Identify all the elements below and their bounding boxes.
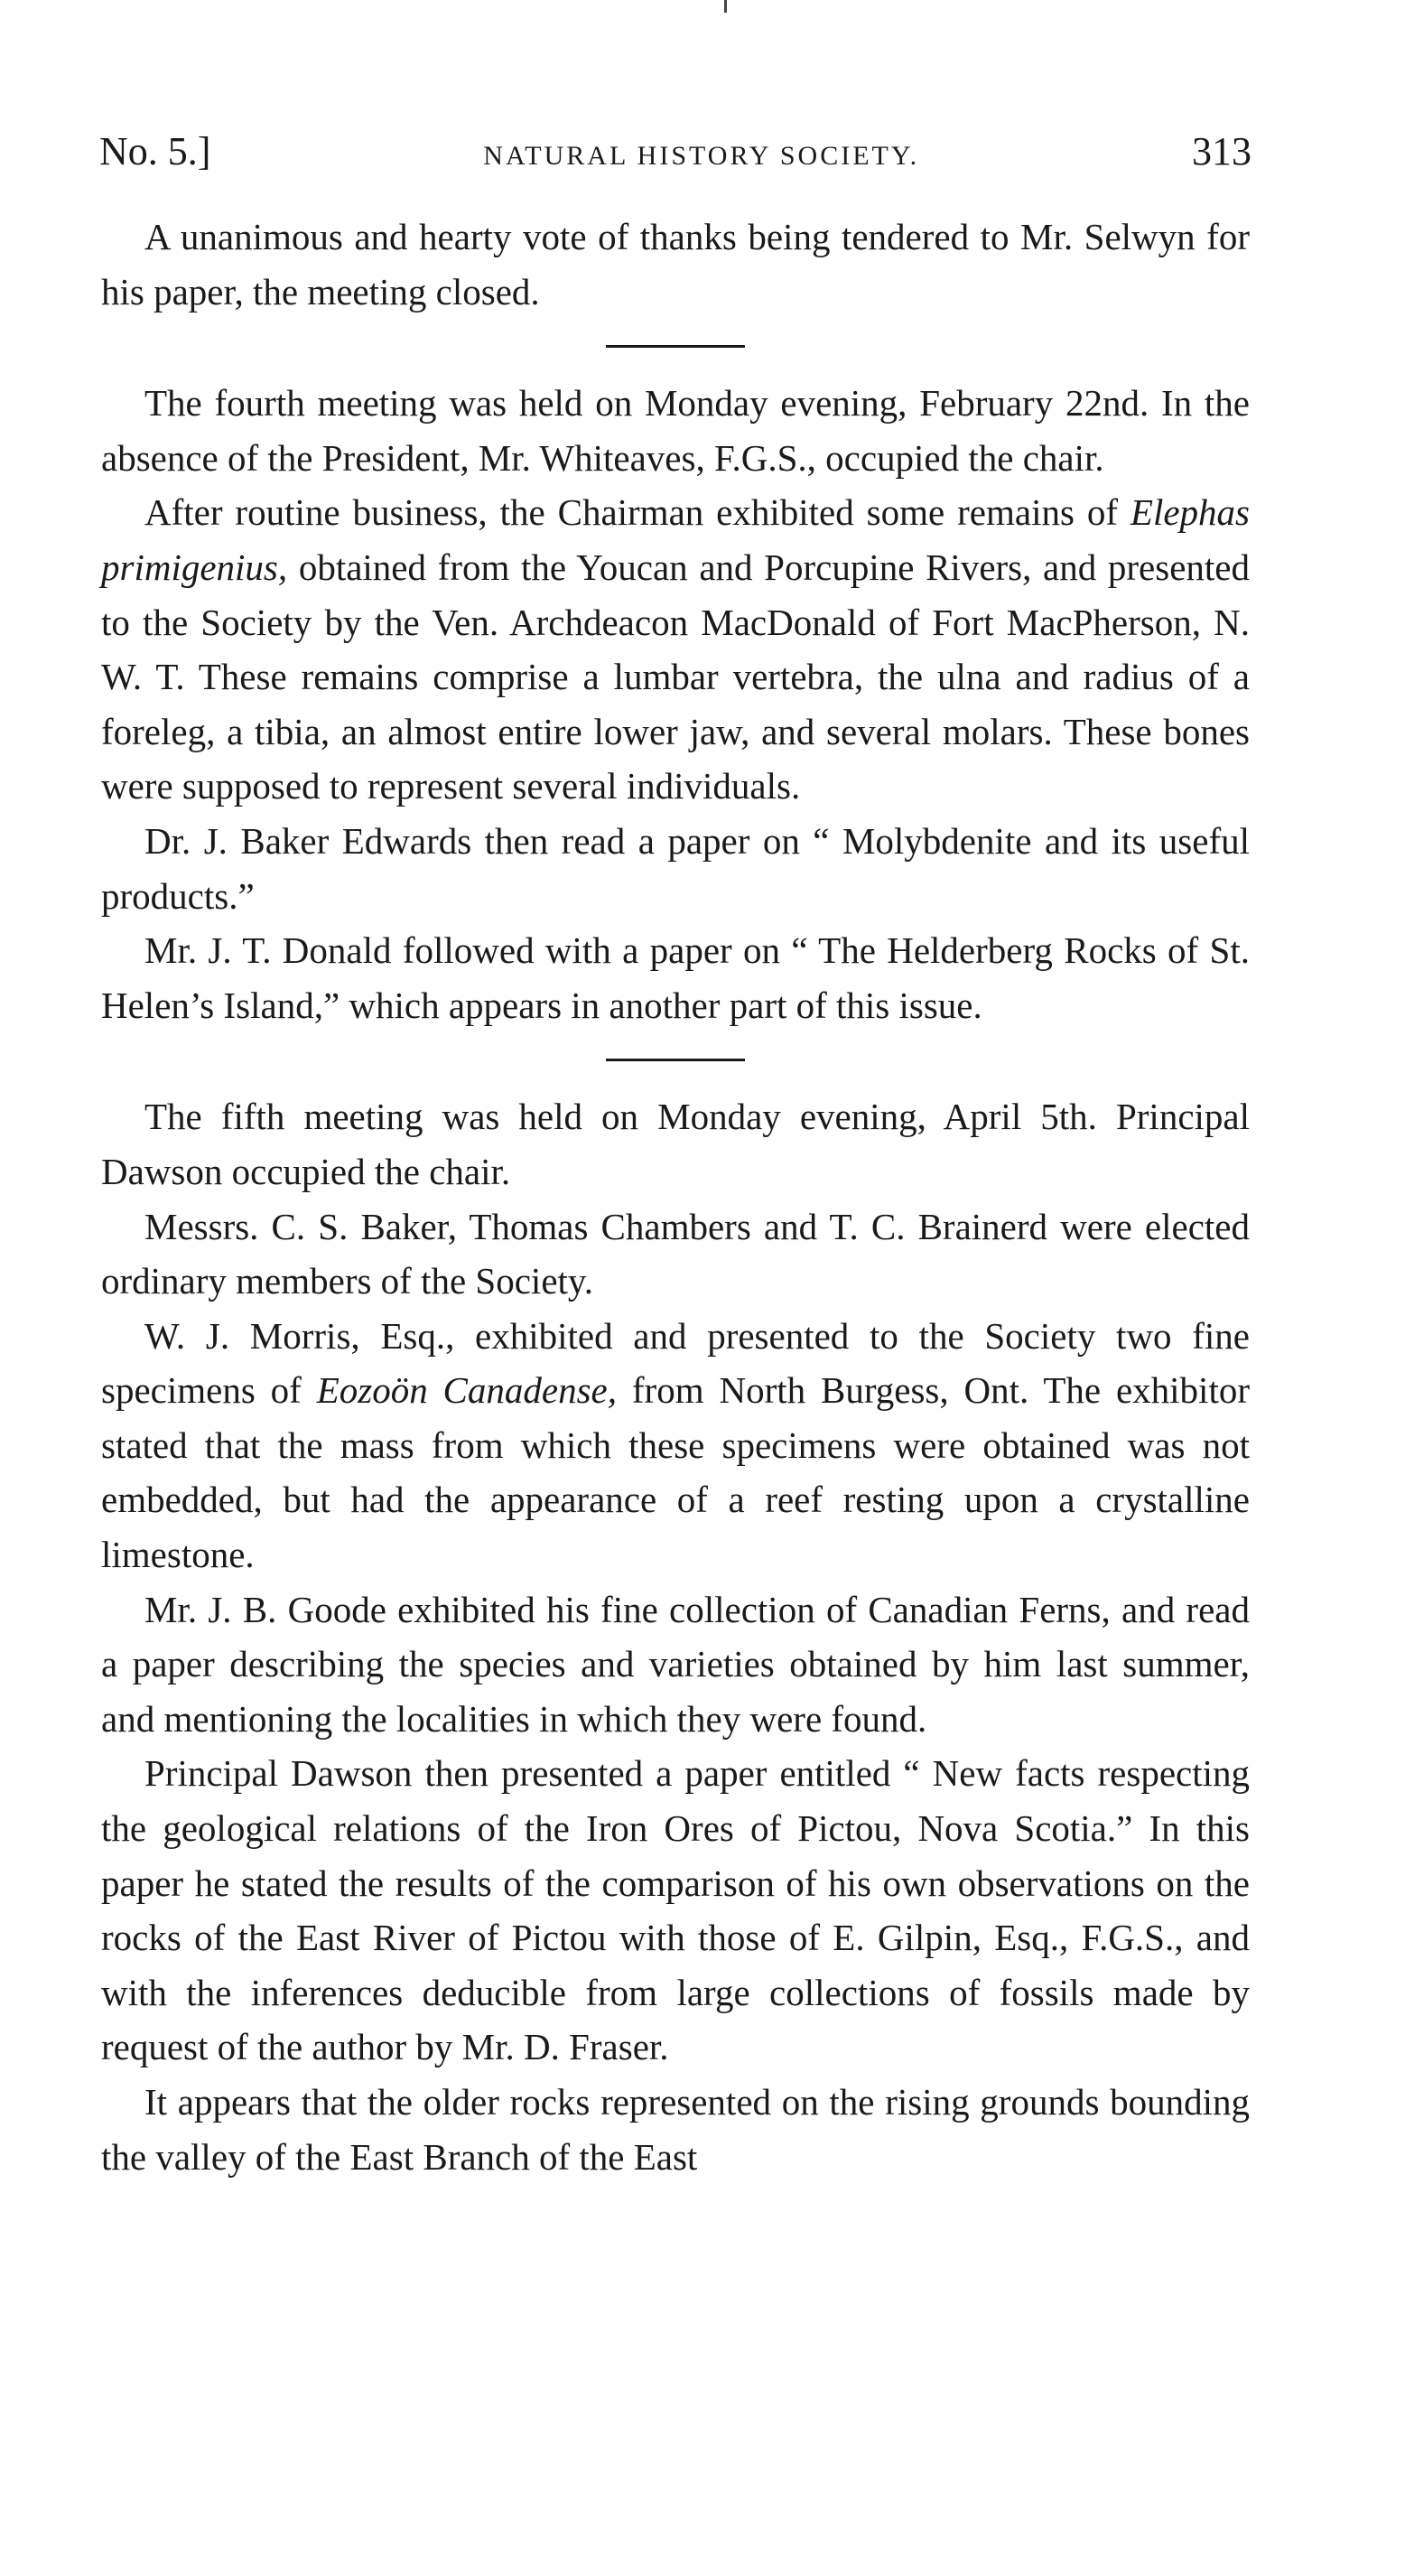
section-divider: [606, 345, 745, 348]
paragraph: [101, 210, 1250, 319]
paragraph: [101, 1089, 1250, 1199]
italic-species-name: Eozoön Canadense,: [316, 1369, 618, 1412]
paragraph: [101, 1582, 1250, 1747]
paragraph-text: After routine business, the Chairman exhibited some remains of: [144, 491, 1131, 534]
paragraph: [101, 1746, 1250, 2075]
italic-species-name: Elephas primigenius,: [101, 491, 1250, 588]
body-text: [101, 210, 1250, 2184]
paragraph-text: Mr. J. B. Goode exhibited his fine collection of Canadian Ferns, and read a paper describing the species and varieties obtained by him last summer, and mentioning the localities in which they were found.: [101, 1588, 1250, 1740]
paragraph: [101, 1199, 1250, 1309]
paragraph-text: The fifth meeting was held on Monday evening, April 5th. Principal Dawson occupied the chair.: [101, 1096, 1250, 1192]
paragraph-text: Messrs. C. S. Baker, Thomas Chambers and T. C. Brainerd were elected ordinary members of the Society.: [101, 1205, 1250, 1302]
paragraph-text: W. J. Morris, Esq., exhibited and presented to the Society two fine specimens of: [101, 1314, 1250, 1412]
paragraph: [101, 2075, 1250, 2184]
paragraph-text: A unanimous and hearty vote of thanks being tendered to Mr. Selwyn for his paper, the meeting closed.: [101, 216, 1250, 313]
paragraph-text: The fourth meeting was held on Monday evening, February 22nd. In the absence of the President, Mr. Whiteaves, F.G.S., occupied the chair.: [101, 382, 1250, 479]
paragraph: [101, 923, 1250, 1032]
section-divider: [606, 1059, 745, 1061]
scan-mark: [724, 0, 727, 13]
paragraph: [101, 485, 1250, 814]
paragraph: [101, 1309, 1250, 1582]
paragraph-text: Principal Dawson then presented a paper entitled “ New facts respecting the geological relations of the Iron Ores of Pictou, Nova Scotia.” In this paper he stated the results of the comparison of his own observations on the rocks of the East River of Pictou with those of E. Gilpin, Esq., F.G.S., and with the inferences deducible from large collections of fossils made by request of the author by Mr. D. Fraser.: [101, 1752, 1250, 2068]
paragraph-text: from North Burgess, Ont. The exhibitor stated that the mass from which these specimens were obtained was not embedded, but had the appearance of a reef resting upon a crystalline limestone.: [101, 1369, 1250, 1576]
issue-number: No. 5.]: [99, 129, 211, 173]
paragraph: [101, 814, 1250, 923]
paragraph-text: It appears that the older rocks represented on the rising grounds bounding the valley of the East Branch of the East: [101, 2081, 1250, 2178]
page-number: 313: [1192, 129, 1251, 173]
paragraph-text: obtained from the Youcan and Porcupine Rivers, and presented to the Society by the Ven. Archdeacon MacDonald of Fort MacPherson, N. W. T. These remains comprise a lumbar vertebra, the ulna and radius of a foreleg, a tibia, an almost entire lower jaw, and several molars. These bones were supposed to represent several individuals.: [101, 546, 1250, 807]
paragraph-text: Mr. J. T. Donald followed with a paper on “ The Helderberg Rocks of St. Helen’s Island,” which appears in another part of this issue.: [101, 929, 1250, 1026]
paragraph-text: Dr. J. Baker Edwards then read a paper on “ Molybdenite and its useful products.”: [101, 819, 1250, 917]
journal-section-title: NATURAL HISTORY SOCIETY.: [483, 141, 920, 171]
running-head: [99, 125, 1251, 179]
paragraph: [101, 376, 1250, 485]
